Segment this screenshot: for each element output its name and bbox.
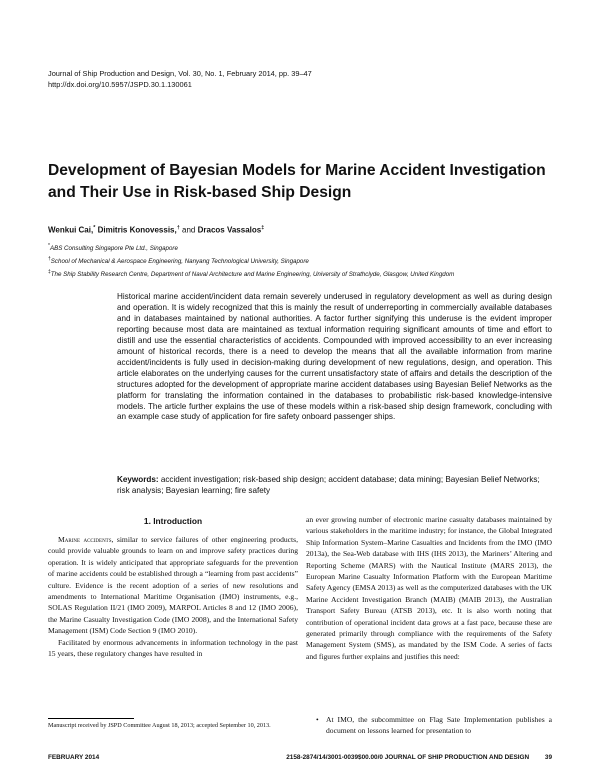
footer-page-number: 39 [544, 754, 552, 761]
author-name: Dimitris Konovessis, [97, 225, 177, 235]
bullet-text: At IMO, the subcommittee on Flag Sate Implementation publishes a document on lessons learned for presentation to [326, 715, 552, 736]
author-conjunction: and [182, 225, 196, 235]
right-column [306, 514, 552, 662]
keywords [117, 475, 552, 497]
section-heading: 1. Introduction [143, 516, 203, 526]
author-list [48, 225, 264, 235]
affiliations [48, 241, 454, 280]
footnote-divider [48, 718, 134, 719]
affiliation-text: School of Mechanical & Aerospace Engineering, Nanyang Technological University, Singapore [50, 258, 309, 266]
lead-in: Marine accidents [58, 535, 112, 544]
affiliation-mark: * [93, 225, 96, 231]
citation-line: Journal of Ship Production and Design, Vol. 30, No. 1, February 2014, pp. 39–47 [48, 69, 312, 78]
left-column [48, 534, 298, 659]
affiliation-line [48, 267, 454, 280]
keywords-text: accident investigation; risk-based ship design; accident database; data mining; Bayesian Belief Networks; risk analysis; Bayesian learning; fire safety [117, 475, 540, 495]
paragraph [48, 534, 298, 637]
affiliation-mark: * [48, 243, 50, 249]
affiliation-text: ABS Consulting Singapore Pte Ltd., Singapore [49, 245, 178, 253]
article-title: Development of Bayesian Models for Marine Accident Investigation and Their Use in Risk-based Ship Design [48, 162, 546, 201]
paragraph: Facilitated by enormous advancements in information technology in the past 15 years, these regulatory changes have resulted in [48, 637, 298, 659]
footer-journal: JOURNAL OF SHIP PRODUCTION AND DESIGN [384, 754, 530, 761]
footnote: Manuscript received by JSPD Committee August 18, 2013; accepted September 10, 2013. [48, 722, 271, 729]
bullet-list-item [316, 714, 552, 737]
affiliation-line [48, 254, 454, 267]
affiliation-mark: ‡ [261, 225, 265, 231]
abstract: Historical marine accident/incident data remain severely underused in regulatory development as well as during design and operation. It is widely recognized that this is mainly the result of underreporting in commercially available databases and in databases maintained by national authorities. A factor further signifying this underuse is the evident improper reporting because most data are maintained as textual information requiring significant amounts of time and effort to distill and use the essential characteristics of accidents. Compounded with improved accessibility to an ever increasing amount of historical records, there is a need to develop the means that all the available information from marine accident/incidents is fully used in decision-making during development of new regulations, design, and operation. This article elaborates on the underlying causes for the current unsatisfactory state of affairs and details the description of the structures adopted for the development of appropriate marine accident databases using Bayesian Belief Networks as the platform for translating the information contained in the databases to probabilistic risk-based knowledge-intensive models. The article further explains the use of these models within a risk-based ship design framework, concluding with an example case study of application for fire safety onboard passenger ships. [117, 292, 552, 422]
affiliation-mark: † [176, 225, 180, 231]
footer-issn: 2158-2874/14/3001-0039$00.00/0 [286, 754, 383, 761]
affiliation-mark: † [48, 256, 51, 263]
affiliation-mark: ‡ [48, 269, 51, 276]
affiliation-line [48, 241, 454, 254]
footer-info [286, 754, 552, 761]
affiliation-text: The Ship Stability Research Centre, Department of Naval Architecture and Marine Engineering, University of Strathclyde, Glasgow, United Kingdom [50, 271, 455, 279]
keywords-label: Keywords: [117, 475, 159, 484]
paragraph: an ever growing number of electronic marine casualty databases maintained by various stakeholders in the maritime industry; for instance, the Global Integrated Ship Information System–Marine Casualties and Incidents from the IMO (IMO 2013a), the Sea-Web database with IHS (IHS 2013), the Mariners’ Altering and Reporting Scheme (MARS) with the Nautical Institute (MARS 2013), the European Marine Casualty Information Platform with the European Maritime Safety Agency (EMSA 2013) as well as the computerized databases with the UK Marine Accident Investigation Branch (MAIB) (MAIB 2013), the Australian Transport Safety Bureau (ATSB 2013), etc. It is also worth noting that contribution of operational incident data grows at a fast pace, because these are generated primarily through compliance with the requirements of the Safety Management System (SMS), as mandated by the ISM Code. A series of facts and figures further explains and justifies this need: [306, 515, 552, 661]
doi-link[interactable]: http://dx.doi.org/10.5957/JSPD.30.1.130061 [48, 80, 192, 89]
citation-header [48, 68, 312, 90]
paragraph-text: , similar to service failures of other engineering products, could provide valuable grounds to learn on and improve safety practices during operation. It is widely anticipated that appropriate safeguards for the prevention of marine accidents could be established through a “learning from past accidents” culture. Evidence is the recent adoption of a series of new resolutions and amendments to International Maritime Organisation (IMO) instruments, e.g., SOLAS Regulation II/21 (IMO 2009), MARPOL Articles 8 and 12 (IMO 2006), the Marine Casualty Investigation Code (IMO 2008), and the International Safety Management (ISM) Code Section 9 (IMO 2010). [48, 535, 299, 636]
author-name: Dracos Vassalos [197, 225, 262, 235]
footer-date: FEBRUARY 2014 [48, 754, 100, 761]
author-name: Wenkui Cai, [48, 225, 94, 235]
bullet-icon: • [316, 715, 319, 724]
